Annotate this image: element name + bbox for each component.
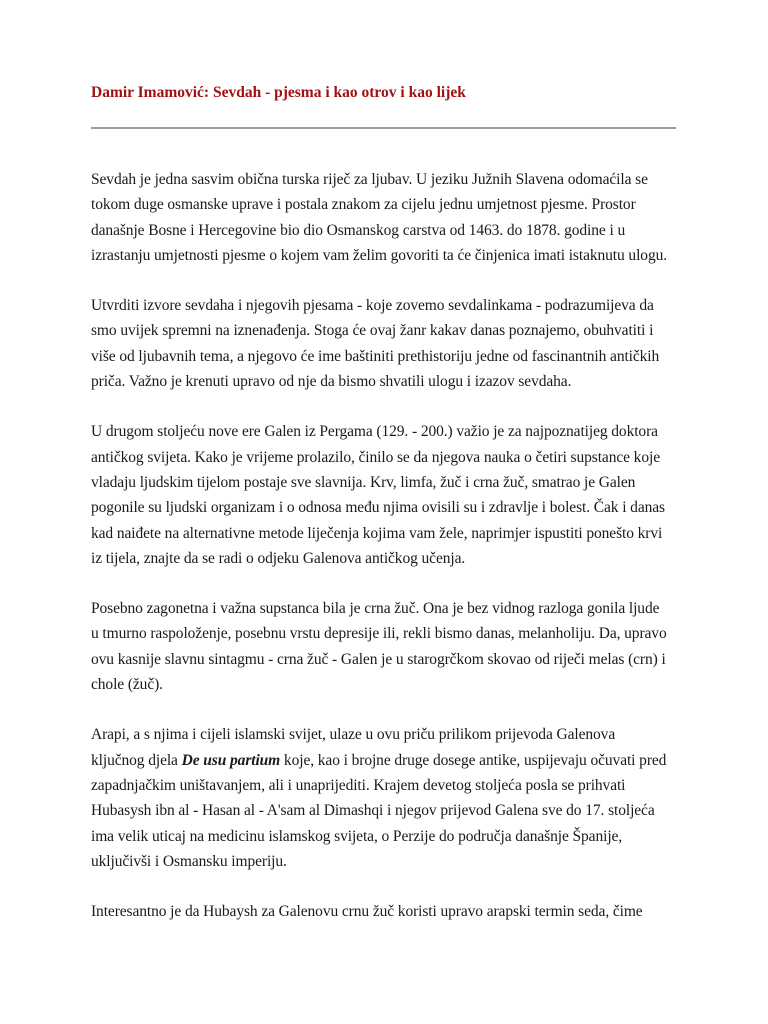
paragraph [91, 899, 691, 924]
text-line: uključivši i Osmansku imperiju. [91, 852, 287, 870]
text-line: kad naiđete na alternativne metode liječenja kojima vam žele, naprimjer ispustiti ponešto krvi [91, 524, 663, 542]
text-line: Sevdah je jedna sasvim obična turska riječ za ljubav. U jeziku Južnih Slavena odomaćila se [91, 171, 648, 188]
text-line: današnje Bosne i Hercegovine bio dio Osmanskog carstva od 1463. do 1878. godine i u [91, 221, 626, 239]
text-line: U drugom stoljeću nove ere Galen iz Pergama (129. - 200.) važio je za najpoznatijeg doktora [91, 423, 658, 441]
text-segment: koje, kao i brojne druge dosege antike, uspijevaju očuvati pred [280, 751, 667, 769]
text-line: Hubasysh ibn al - Hasan al - A'sam al Dimashqi i njegov prijevod Galena sve do 17. stoljeća [91, 802, 655, 820]
text-line: Posebno zagonetna i važna supstanca bila je crna žuč. Ona je bez vidnog razloga gonila ljude [91, 600, 660, 618]
paragraph [91, 596, 691, 697]
text-line: ovu kasnije slavnu sintagmu - crna žuč - Galen je u starogrčkom skovao od riječi melas (crn) i [91, 650, 666, 668]
document-title: Damir Imamović: Sevdah - pjesma i kao otrov i kao lijek [91, 84, 466, 101]
text-line: vladaju ljudskim tijelom postaje sve slavnija. Krv, limfa, žuč i crna žuč, smatrao je Galen [91, 473, 636, 491]
text-line: antičkog svijeta. Kako je vrijeme prolazilo, činilo se da njegova nauka o četiri supstance koje [91, 448, 660, 466]
paragraph [91, 419, 691, 571]
paragraph [91, 167, 691, 268]
text-line: smo uvijek spremni na iznenađenja. Stoga će ovaj žanr kakav danas poznajemo, obuhvatiti i [91, 322, 654, 340]
text-line: pogonile su ljudski organizam i o odnosa među njima ovisili su i zdravlje i bolest. Čak i danas [91, 499, 665, 517]
text-line: Arapi, a s njima i cijeli islamski svijet, ulaze u ovu priču prilikom prijevoda Galenova [91, 726, 616, 744]
book-title-emphasis: De usu partium [181, 751, 281, 769]
paragraph [91, 293, 691, 394]
text-line: izrastanju umjetnosti pjesme o kojem vam želim govoriti ta će činjenica imati istaknutu ulogu. [91, 246, 668, 264]
text-line [91, 748, 691, 773]
article-body [91, 167, 691, 949]
text-line: tokom duge osmanske uprave i postala znakom za cijelu jednu umjetnost pjesme. Prostor [91, 196, 636, 214]
paragraph [91, 722, 691, 874]
text-line: više od ljubavnih tema, a njegovo će ime baštiniti prethistoriju jedne od fascinantnih antičkih [91, 347, 660, 365]
text-segment: ključnog djela [91, 751, 182, 769]
text-line: priča. Važno je krenuti upravo od nje da bismo shvatili ulogu i izazov sevdaha. [91, 373, 572, 391]
text-line: Utvrditi izvore sevdaha i njegovih pjesama - koje zovemo sevdalinkama - podrazumijeva da [91, 297, 654, 315]
title-divider [91, 127, 676, 129]
text-line: u tmurno raspoloženje, posebnu vrstu depresije ili, rekli bismo danas, melanholiju. Da, upravo [91, 625, 667, 643]
text-line: iz tijela, znajte da se radi o odjeku Galenova antičkog učenja. [91, 549, 466, 567]
text-line: zapadnjačkim uništavanjem, ali i unaprijediti. Krajem devetog stoljeća posla se prihvati [91, 776, 626, 794]
text-line: Interesantno je da Hubaysh za Galenovu crnu žuč koristi upravo arapski termin seda, čime [91, 903, 643, 921]
text-line: ima velik uticaj na medicinu islamskog svijeta, o Perzije do područja današnje Španije, [91, 827, 623, 845]
text-line: chole (žuč). [91, 676, 163, 694]
